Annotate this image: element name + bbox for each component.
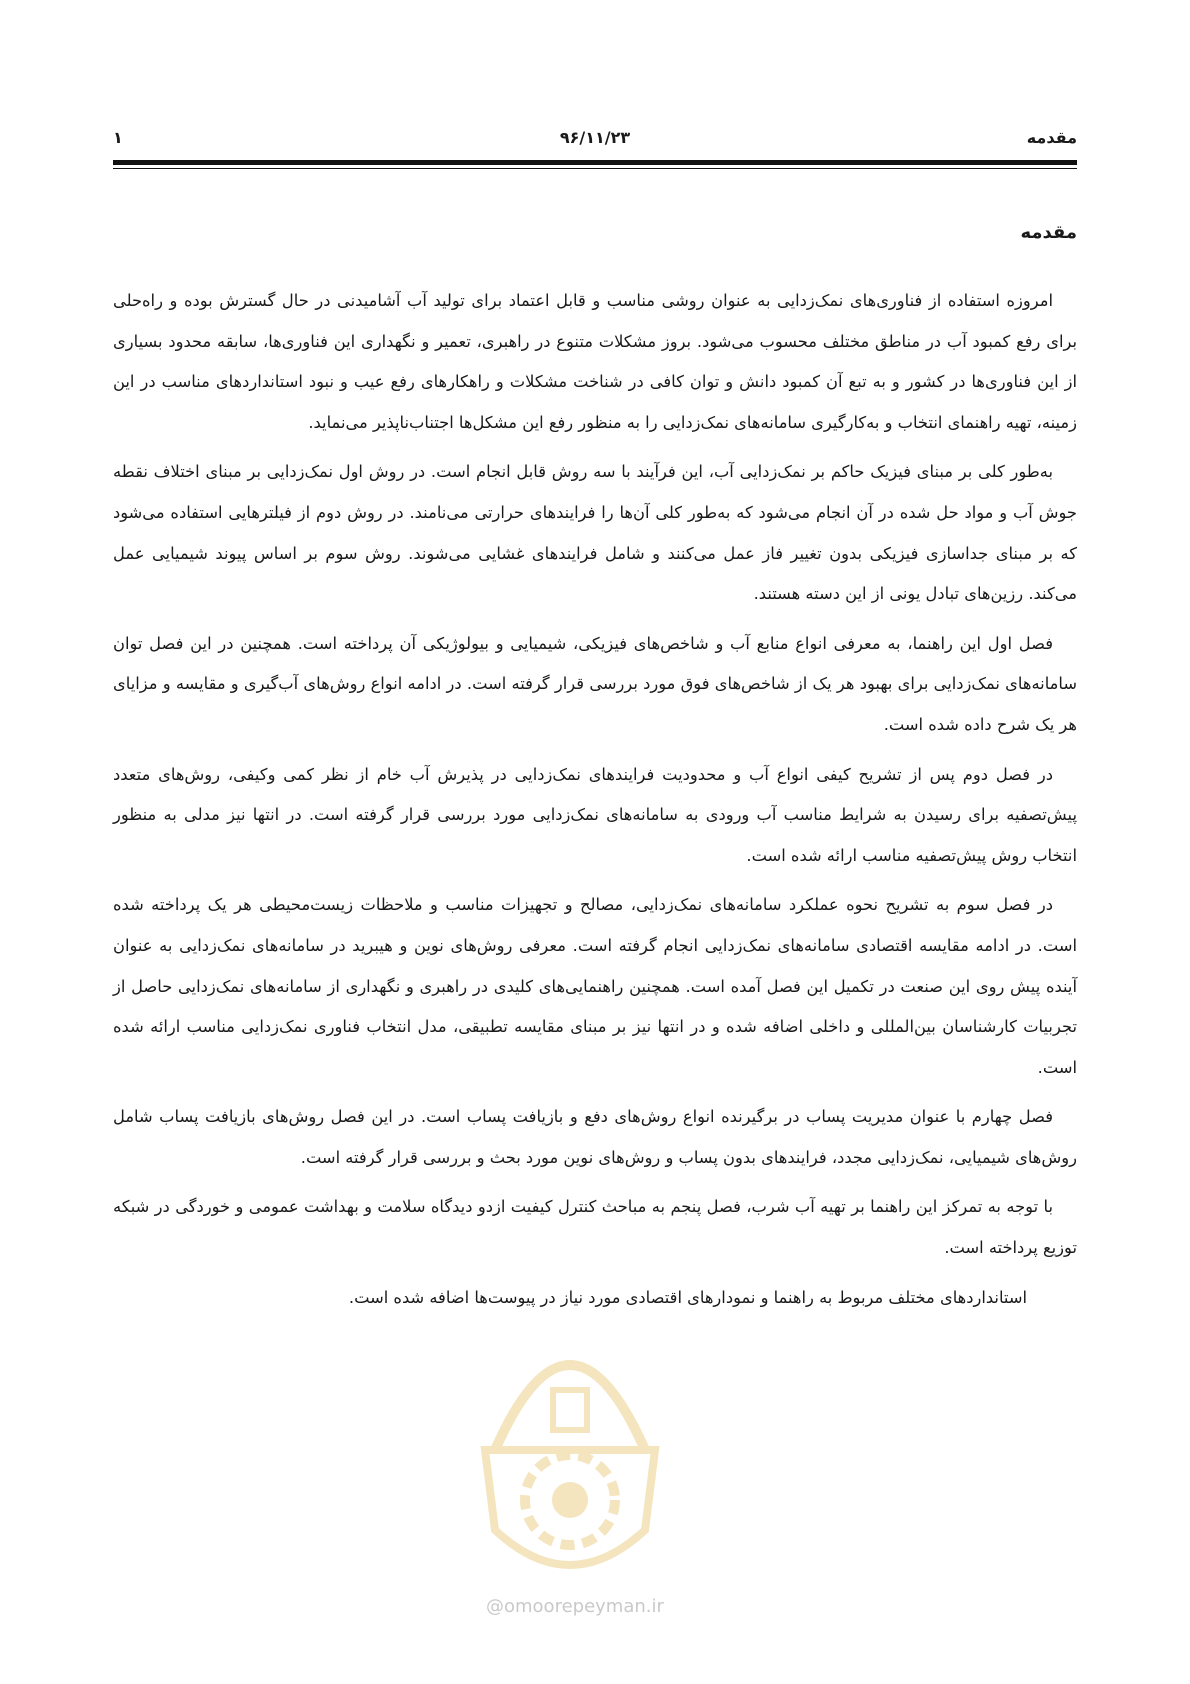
- watermark-url: @omoorepeyman.ir: [486, 1596, 664, 1617]
- page-header: [113, 128, 1077, 152]
- paragraph-chapter-2: در فصل دوم پس از تشریح کیفی انواع آب و محدودیت فرایندهای نمک‌زدایی در پذیرش آب خام از نظر کمی وکیفی، روش‌های متعدد پیش‌تصفیه برای رسیدن به شرایط مناسب آب ورودی به سامانه‌های نمک‌زدایی مورد بررسی قرار گرفته است. در انتها نیز مدلی به منظور انتخاب روش پیش‌تصفیه مناسب ارائه شده است.: [113, 764, 1077, 865]
- paragraph-chapter-1: فصل اول این راهنما، به معرفی انواع منابع آب و شاخص‌های فیزیکی، شیمیایی و بیولوژیکی آن پرداخته است. همچنین در این فصل توان سامانه‌های نمک‌زدایی برای بهبود هر یک از شاخص‌های فوق مورد بررسی قرار گرفته است. در ادامه انواع روش‌های آب‌گیری و مقایسه و مزایای هر یک شرح داده شده است.: [113, 633, 1077, 734]
- paragraph-intro: امروزه استفاده از فناوری‌های نمک‌زدایی به عنوان روشی مناسب و قابل اعتماد برای تولید آب آشامیدنی در حال گسترش بوده و راه‌حلی برای رفع کمبود آب در مناطق مختلف محسوب می‌شود. بروز مشکلات متنوع در راهبری، تعمیر و نگهداری این فناوری‌ها، سابقه محدود بسیاری از این فناوری‌ها در کشور و به تبع آن کمبود دانش و توان کافی در شناخت مشکلات و راهکارهای رفع عیب و نبود استانداردهای مناسب در این زمینه، تهیه راهنمای انتخاب و به‌کارگیری سامانه‌های نمک‌زدایی را به منظور رفع این مشکل‌ها اجتناب‌ناپذیر می‌نماید.: [113, 291, 1077, 432]
- paragraph-appendix: استانداردهای مختلف مربوط به راهنما و نمودارهای اقتصادی مورد نیاز در پیوست‌ها اضافه شده است.: [348, 1287, 1027, 1307]
- section-title: مقدمه: [1020, 222, 1077, 243]
- body-text: [113, 281, 1077, 1318]
- running-header-title: مقدمه: [1026, 128, 1077, 147]
- running-header-date: ۹۶/۱۱/۲۳: [559, 128, 631, 147]
- header-rule-thick: [113, 160, 1077, 165]
- paragraph-chapter-5: با توجه به تمرکز این راهنما بر تهیه آب شرب، فصل پنجم به مباحث کنترل کیفیت ازدو دیدگاه سلامت و بهداشت عمومی و خوردگی در شبکه توزیع پرداخته است.: [113, 1197, 1077, 1258]
- header-rule-thin: [113, 168, 1077, 169]
- page-number: ۱: [113, 128, 123, 147]
- paragraph-chapter-3: در فصل سوم به تشریح نحوه عملکرد سامانه‌های نمک‌زدایی، مصالح و تجهیزات مناسب و ملاحظات زیست‌محیطی هر یک پرداخته شده است. در ادامه مقایسه اقتصادی سامانه‌های نمک‌زدایی انجام گرفته است. معرفی روش‌های نوین و هیبرید در سامانه‌های نمک‌زدایی به عنوان آینده پیش روی این صنعت در تکمیل این فصل آمده است. همچنین راهنمایی‌های کلیدی در راهبری و نگهداری از سامانه‌های نمک‌زدایی حاصل از تجربیات کارشناسان بین‌المللی و داخلی اضافه شده و در انتها نیز بر مبنای مقایسه تطبیقی، مدل انتخاب فناوری نمک‌زدایی مناسب ارائه شده است.: [113, 895, 1077, 1077]
- paragraph-chapter-4: فصل چهارم با عنوان مدیریت پساب در برگیرنده انواع روش‌های دفع و بازیافت پساب است. در این فصل روش‌های بازیافت پساب شامل روش‌های شیمیایی، نمک‌زدایی مجدد، فرایندهای بدون پساب و روش‌های نوین مورد بحث و بررسی قرار گرفته است.: [113, 1107, 1077, 1167]
- paragraph-methods: به‌طور کلی بر مبنای فیزیک حاکم بر نمک‌زدایی آب، این فرآیند با سه روش قابل انجام است. در روش اول نمک‌زدایی بر مبنای اختلاف نقطه جوش آب و مواد حل شده در آن انجام می‌شود که به‌طور کلی آن‌ها را فرایندهای حرارتی می‌نامند. در روش دوم از فیلترهایی استفاده می‌شود که بر مبنای جداسازی فیزیکی بدون تغییر فاز عمل می‌کنند و شامل فرایندهای غشایی می‌شوند. روش سوم بر اساس پیوند شیمیایی عمل می‌کند. رزین‌های تبادل یونی از این دسته هستند.: [113, 462, 1077, 604]
- watermark-logo: [465, 1300, 675, 1600]
